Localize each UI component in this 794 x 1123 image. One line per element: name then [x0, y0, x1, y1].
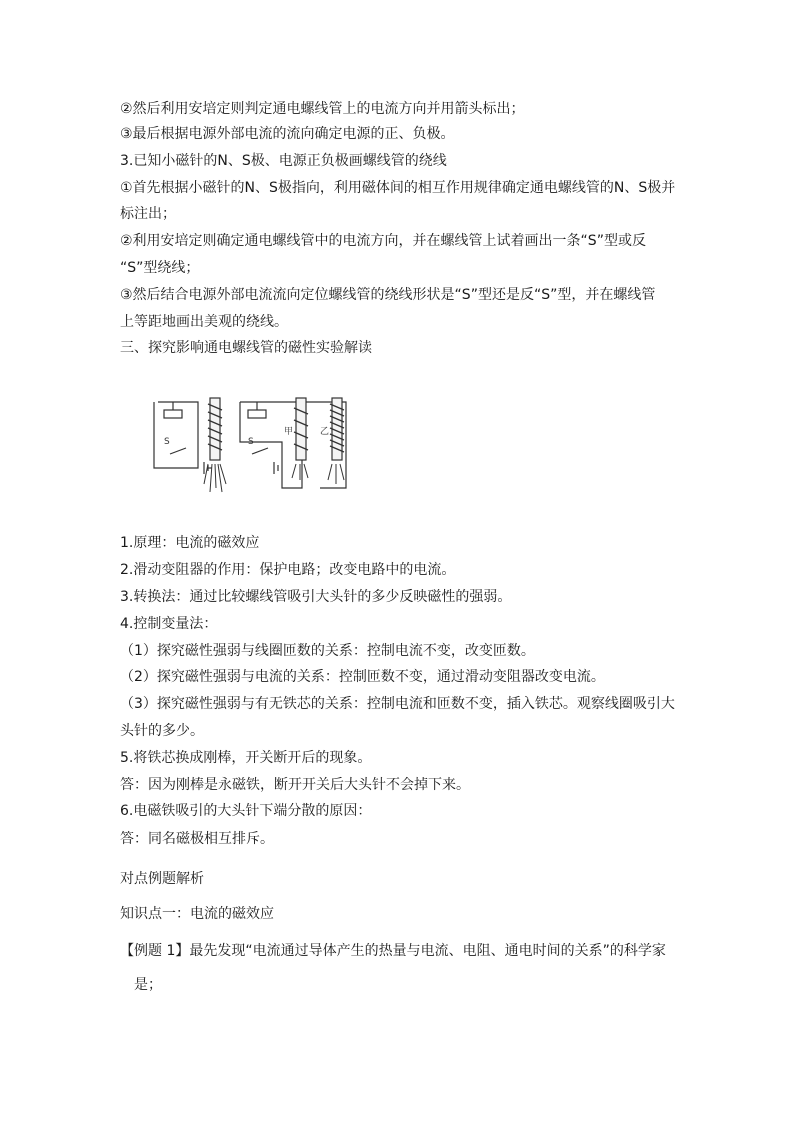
text-line: （1）探究磁性强弱与线圈匝数的关系：控制电流不变，改变匝数。 [120, 643, 535, 659]
text-line: （3）探究磁性强弱与有无铁芯的关系：控制电流和匝数不变，插入铁芯。观察线圈吸引大 [120, 696, 675, 712]
solenoid-experiment-figure [150, 388, 370, 510]
coil-a-label: 甲 [284, 427, 294, 437]
left-rheostat-icon [164, 410, 182, 418]
text-line: ②利用安培定则确定通电螺线管中的电流方向，并在螺线管上试着画出一条“S”型或反 [120, 233, 646, 249]
text-line: 上等距地画出美观的绕线。 [120, 314, 288, 330]
text-line: （2）探究磁性强弱与电流的关系：控制匝数不变，通过滑动变阻器改变电流。 [120, 669, 605, 685]
text-line: ①首先根据小磁针的N、S极指向，利用磁体间的相互作用规律确定通电螺线管的N、S极并 [120, 180, 676, 196]
example-question-continuation: 是； [134, 977, 162, 993]
left-switch-label: S [164, 437, 170, 447]
section-heading: 知识点一：电流的磁效应 [120, 906, 274, 922]
coil-b-label: 乙 [320, 427, 330, 437]
text-line: 答：同名磁极相互排斥。 [120, 831, 274, 847]
text-line: “S”型绕线； [120, 260, 200, 276]
section-heading: 三、探究影响通电螺线管的磁性实验解读 [120, 340, 372, 356]
text-line: 1.原理：电流的磁效应 [120, 535, 260, 551]
section-heading: 对点例题解析 [120, 871, 204, 887]
right-rheostat-icon [248, 410, 266, 418]
left-switch-icon [170, 448, 186, 454]
text-line: 标注出； [120, 206, 176, 222]
example-question: 【例题 1】最先发现“电流通过导体产生的热量与电流、电阻、通电时间的关系”的科学家 [120, 943, 666, 959]
coil-a-icon [296, 398, 306, 460]
text-line: 6.电磁铁吸引的大头针下端分散的原因： [120, 803, 372, 819]
right-switch-label: S [248, 437, 254, 447]
text-line: 3.转换法：通过比较螺线管吸引大头针的多少反映磁性的强弱。 [120, 589, 512, 605]
text-line: 5.将铁芯换成刚棒，开关断开后的现象。 [120, 750, 372, 766]
text-line: ③然后结合电源外部电流流向定位螺线管的绕线形状是“S”型还是反“S”型，并在螺线管 [120, 287, 656, 303]
text-line: 2.滑动变阻器的作用：保护电路；改变电路中的电流。 [120, 562, 456, 578]
left-circuit-wire [154, 402, 198, 468]
text-line: ③最后根据电源外部电流的流向确定电源的正、负极。 [120, 126, 455, 142]
text-line: 答：因为刚棒是永磁铁，断开开关后大头针不会掉下来。 [120, 777, 470, 793]
text-line: 4.控制变量法： [120, 616, 218, 632]
section-heading: 3.已知小磁针的N、S极、电源正负极画螺线管的绕线 [120, 153, 447, 169]
text-line: ②然后利用安培定则判定通电螺线管上的电流方向并用箭头标出； [120, 101, 525, 117]
right-switch-icon [252, 448, 268, 454]
text-line: 头针的多少。 [120, 723, 204, 739]
